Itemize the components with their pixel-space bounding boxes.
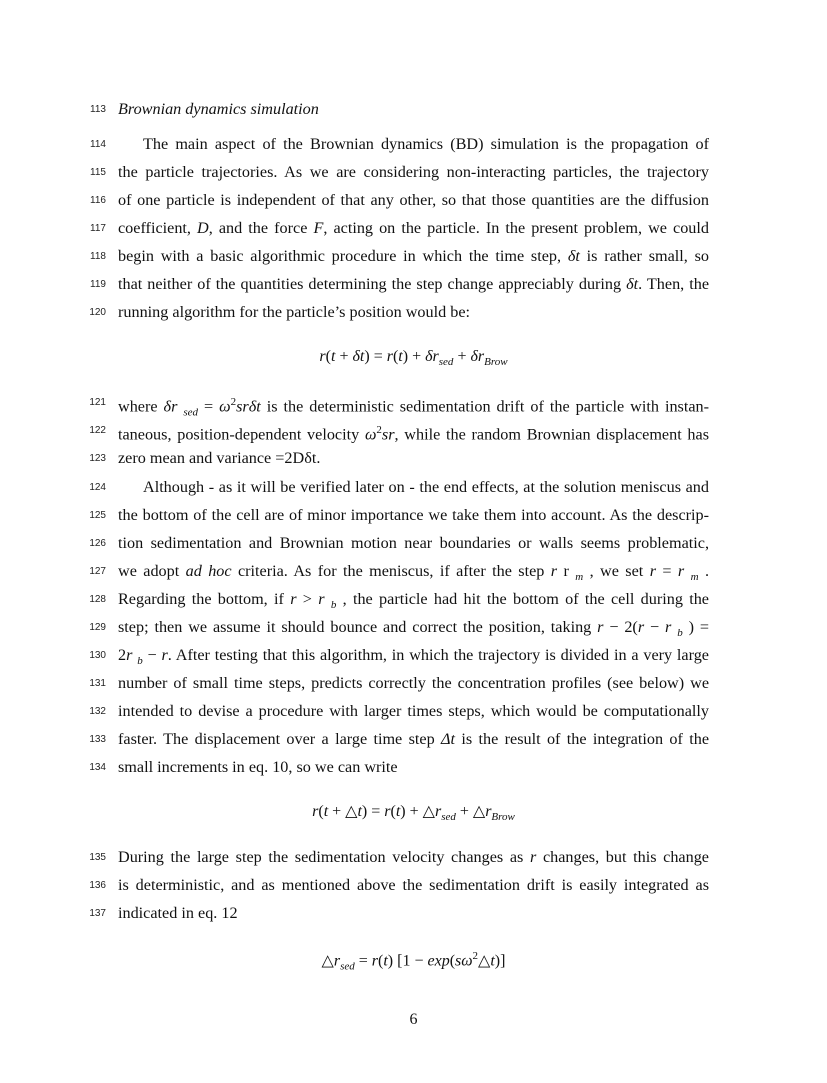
paragraph-text: that neither of the quantities determining the step change appreciably during δt. Then, the <box>118 275 709 293</box>
line-126 <box>0 533 827 553</box>
line-number: 119 <box>90 279 106 290</box>
line-130 <box>0 645 827 668</box>
line-number: 137 <box>89 908 106 919</box>
line-116 <box>0 190 827 210</box>
line-121 <box>0 392 827 419</box>
paragraph-text: is deterministic, and as mentioned above the sedimentation drift is easily integrated as <box>118 876 709 894</box>
line-125 <box>0 505 827 525</box>
paragraph-text: the particle trajectories. As we are considering non-interacting particles, the trajectory <box>118 163 709 181</box>
line-117 <box>0 218 827 238</box>
line-119 <box>0 274 827 294</box>
equation-position-update: $r(t + \delta t) = r(t) + \delta r_{sed} + \delta r_{Brow}$ <box>319 348 508 369</box>
line-127 <box>0 561 827 584</box>
line-number: 134 <box>89 762 106 773</box>
paragraph-text: where δr $_{sed} = \omega^2sr\delta t$ is the deterministic sedimentation drift of the particle with instan- <box>118 396 710 419</box>
line-number: 121 <box>89 397 106 408</box>
page-number: 6 <box>409 1011 418 1028</box>
paragraph-text: Regarding the bottom, if r > r $_b$ , the particle had hit the bottom of the cell during the <box>118 590 709 612</box>
line-124 <box>0 477 827 497</box>
line-122 <box>0 420 827 444</box>
section-heading: Brownian dynamics simulation <box>118 100 319 118</box>
line-number: 127 <box>89 566 106 577</box>
line-137 <box>0 903 827 923</box>
paragraph-text: zero mean and variance =2Dδt. <box>118 449 321 467</box>
line-131 <box>0 673 827 693</box>
paragraph-text: begin with a basic algorithmic procedure in which the time step, δt is rather small, so <box>118 247 709 265</box>
line-123 <box>0 448 827 468</box>
paragraph-text: tion sedimentation and Brownian motion near boundaries or walls seems problematic, <box>118 534 709 552</box>
line-number: 122 <box>89 425 106 436</box>
paragraph-text: of one particle is independent of that any other, so that those quantities are the diffusion <box>118 191 709 209</box>
line-132 <box>0 701 827 721</box>
line-136 <box>0 875 827 895</box>
paragraph-text: we adopt ad hoc criteria. As for the meniscus, if after the step r r $_m$ , we set r = r $_m$ . <box>118 562 710 584</box>
line-number: 133 <box>89 734 106 745</box>
equation-large-step: r(t + △t) = $r(t) + \triangle r_{sed}$ + $\triangle r_{Brow}$ <box>312 803 515 824</box>
paragraph-text: intended to devise a procedure with larger times steps, which would be computationally <box>118 702 709 720</box>
line-115 <box>0 162 827 182</box>
equation-sedimentation-drift: $\triangle r_{sed} = r(t) [1$ − $\exp(s\omega^2\triangle t)$] <box>321 950 506 973</box>
paragraph-text: running algorithm for the particle’s position would be: <box>118 303 471 321</box>
paragraph-text: 2r $_b$ − r. After testing that this algorithm, in which the trajectory is divided in a very large <box>118 646 709 668</box>
line-number: 126 <box>89 538 106 549</box>
paragraph-text: small increments in eq. 10, so we can write <box>118 758 398 776</box>
paragraph-text: Although - as it will be verified later on - the end effects, at the solution meniscus and <box>143 478 709 496</box>
line-number: 118 <box>90 251 106 262</box>
line-128 <box>0 589 827 612</box>
line-113 <box>0 99 827 119</box>
line-114 <box>0 134 827 154</box>
line-129 <box>0 617 827 640</box>
line-number: 123 <box>89 453 106 464</box>
line-number: 117 <box>90 223 106 234</box>
line-134 <box>0 757 827 777</box>
line-number: 124 <box>89 482 106 493</box>
line-135 <box>0 847 827 867</box>
paragraph-text: taneous, position-dependent velocity $\omega^2sr$, while the random Brownian displacement has <box>118 424 710 444</box>
line-number: 129 <box>89 622 106 633</box>
line-118 <box>0 246 827 266</box>
line-number: 130 <box>89 650 106 661</box>
line-number: 128 <box>89 594 106 605</box>
paragraph-text: faster. The displacement over a large time step Δt is the result of the integration of the <box>118 730 710 748</box>
line-120 <box>0 302 827 322</box>
line-number: 135 <box>89 852 106 863</box>
line-number: 136 <box>89 880 106 891</box>
line-133 <box>0 729 827 749</box>
line-number: 113 <box>90 104 106 115</box>
paragraph-text: During the large step the sedimentation velocity changes as r changes, but this change <box>118 848 709 866</box>
paragraph-text: The main aspect of the Brownian dynamics (BD) simulation is the propagation of <box>143 135 709 153</box>
line-number: 132 <box>89 706 106 717</box>
paragraph-text: coefficient, D, and the force F, acting on the particle. In the present problem, we could <box>118 219 709 237</box>
line-number: 120 <box>89 307 106 318</box>
line-number: 131 <box>89 678 106 689</box>
line-number: 116 <box>90 195 106 206</box>
paragraph-text: step; then we assume it should bounce and correct the position, taking r − 2(r − r $_b$ ) = <box>118 618 709 640</box>
line-number: 125 <box>89 510 106 521</box>
paragraph-text: the bottom of the cell are of minor importance we take them into account. As the descrip- <box>118 506 709 524</box>
line-number: 115 <box>90 167 106 178</box>
paragraph-text: indicated in eq. 12 <box>118 904 238 922</box>
line-number: 114 <box>90 139 106 150</box>
paragraph-text: number of small time steps, predicts correctly the concentration profiles (see below) we <box>118 674 709 692</box>
